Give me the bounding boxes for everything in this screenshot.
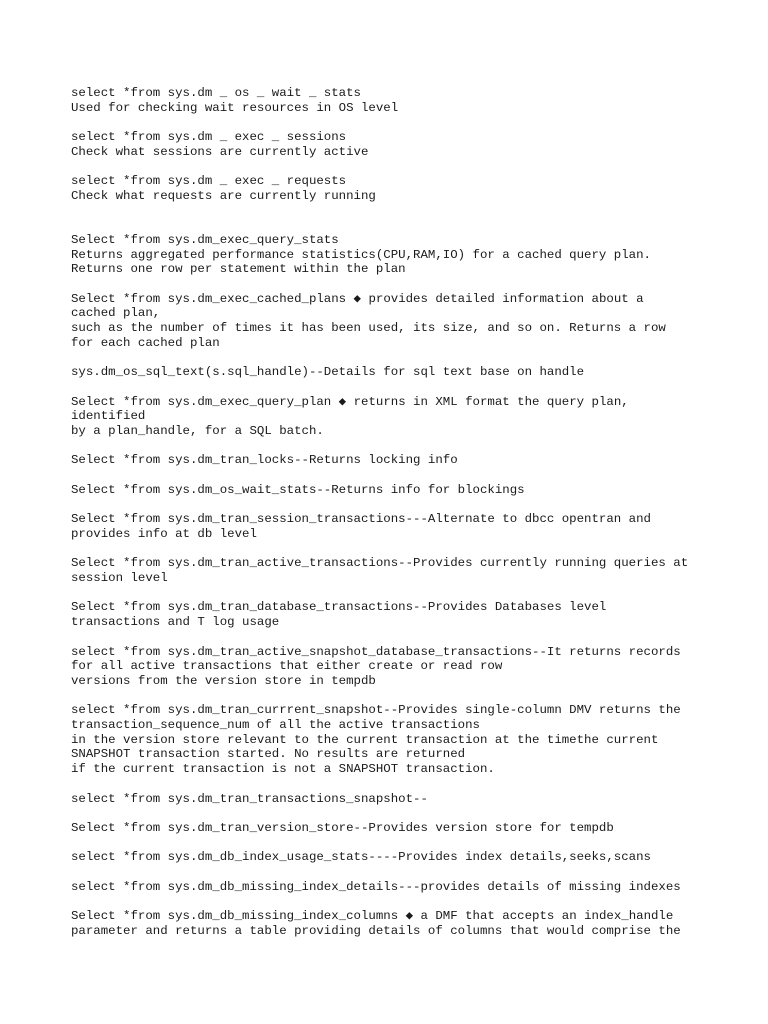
- text-line: provides info at db level: [71, 526, 257, 541]
- text-line: session level: [71, 571, 168, 586]
- text-line: versions from the version store in tempdb: [71, 673, 376, 688]
- text-line: sys.dm_os_sql_text(s.sql_handle)--Details for sql text base on handle: [71, 365, 585, 380]
- text-line: parameter and returns a table providing details of columns that would comprise the: [71, 923, 681, 938]
- text-line: cached plan,: [71, 306, 161, 321]
- paragraph-os-sql-text: [71, 365, 751, 380]
- text-line: Select *from sys.dm_exec_query_plan ◆ returns in XML format the query plan,: [71, 394, 629, 409]
- text-line: select *from sys.dm_db_index_usage_stats----Provides index details,seeks,scans: [71, 850, 651, 865]
- text-line: Select *from sys.dm_db_missing_index_columns ◆ a DMF that accepts an index_handle: [71, 909, 674, 924]
- text-line: select *from sys.dm _ exec _ sessions: [71, 130, 347, 145]
- text-line: Select *from sys.dm_exec_query_stats: [71, 232, 339, 247]
- paragraph-os-wait-stats-blockings: [71, 483, 751, 498]
- text-line: transactions and T log usage: [71, 615, 280, 630]
- text-line: Select *from sys.dm_tran_locks--Returns locking info: [71, 453, 458, 468]
- paragraph-tran-session-transactions: [71, 512, 751, 541]
- document-page: [71, 86, 751, 953]
- text-line: Used for checking wait resources in OS level: [71, 100, 399, 115]
- paragraph-tran-transactions-snapshot: [71, 792, 751, 807]
- text-line: select *from sys.dm_db_missing_index_details---provides details of missing indexes: [71, 879, 681, 894]
- text-line: Returns one row per statement within the plan: [71, 262, 406, 277]
- text-line: Check what requests are currently running: [71, 188, 376, 203]
- text-line: transaction_sequence_num of all the active transactions: [71, 718, 480, 733]
- paragraph-tran-database-transactions: [71, 600, 751, 629]
- paragraph-db-missing-index-details: [71, 880, 751, 895]
- paragraph-exec-cached-plans: [71, 292, 751, 351]
- text-line: SNAPSHOT transaction started. No results are returned: [71, 747, 466, 762]
- text-line: select *from sys.dm_tran_currrent_snapshot--Provides single-column DMV returns the: [71, 703, 681, 718]
- text-line: Select *from sys.dm_os_wait_stats--Returns info for blockings: [71, 482, 525, 497]
- paragraph-tran-active-transactions: [71, 556, 751, 585]
- paragraph-exec-query-stats: [71, 233, 751, 277]
- paragraph-db-index-usage-stats: [71, 850, 751, 865]
- text-line: in the version store relevant to the current transaction at the timethe current: [71, 732, 659, 747]
- text-line: for each cached plan: [71, 335, 220, 350]
- text-line: identified: [71, 409, 146, 424]
- text-line: if the current transaction is not a SNAPSHOT transaction.: [71, 762, 495, 777]
- paragraph-tran-active-snapshot: [71, 645, 751, 689]
- paragraph-db-missing-index-columns: [71, 909, 751, 938]
- text-line: select *from sys.dm_tran_active_snapshot_database_transactions--It returns records: [71, 644, 681, 659]
- text-line: select *from sys.dm _ os _ wait _ stats: [71, 86, 361, 100]
- text-line: Select *from sys.dm_tran_database_transactions--Provides Databases level: [71, 600, 607, 615]
- paragraph-exec-query-plan: [71, 395, 751, 439]
- text-line: Select *from sys.dm_tran_version_store--Provides version store for tempdb: [71, 820, 614, 835]
- paragraph-os-wait-stats: [71, 86, 751, 115]
- paragraph-exec-sessions: [71, 130, 751, 159]
- paragraph-exec-requests: [71, 174, 751, 203]
- text-line: such as the number of times it has been used, its size, and so on. Returns a row: [71, 321, 666, 336]
- text-line: Select *from sys.dm_tran_active_transactions--Provides currently running queries at: [71, 556, 689, 571]
- text-line: select *from sys.dm_tran_transactions_snapshot--: [71, 791, 428, 806]
- paragraph-tran-locks: [71, 453, 751, 468]
- text-line: for all active transactions that either create or read row: [71, 659, 503, 674]
- text-line: Returns aggregated performance statistics(CPU,RAM,IO) for a cached query plan.: [71, 247, 651, 262]
- text-line: Check what sessions are currently active: [71, 144, 369, 159]
- paragraph-tran-current-snapshot: [71, 703, 751, 777]
- text-line: select *from sys.dm _ exec _ requests: [71, 174, 347, 189]
- text-line: by a plan_handle, for a SQL batch.: [71, 424, 324, 439]
- text-line: Select *from sys.dm_tran_session_transactions---Alternate to dbcc opentran and: [71, 512, 651, 527]
- paragraph-tran-version-store: [71, 821, 751, 836]
- text-line: Select *from sys.dm_exec_cached_plans ◆ provides detailed information about a: [71, 291, 644, 306]
